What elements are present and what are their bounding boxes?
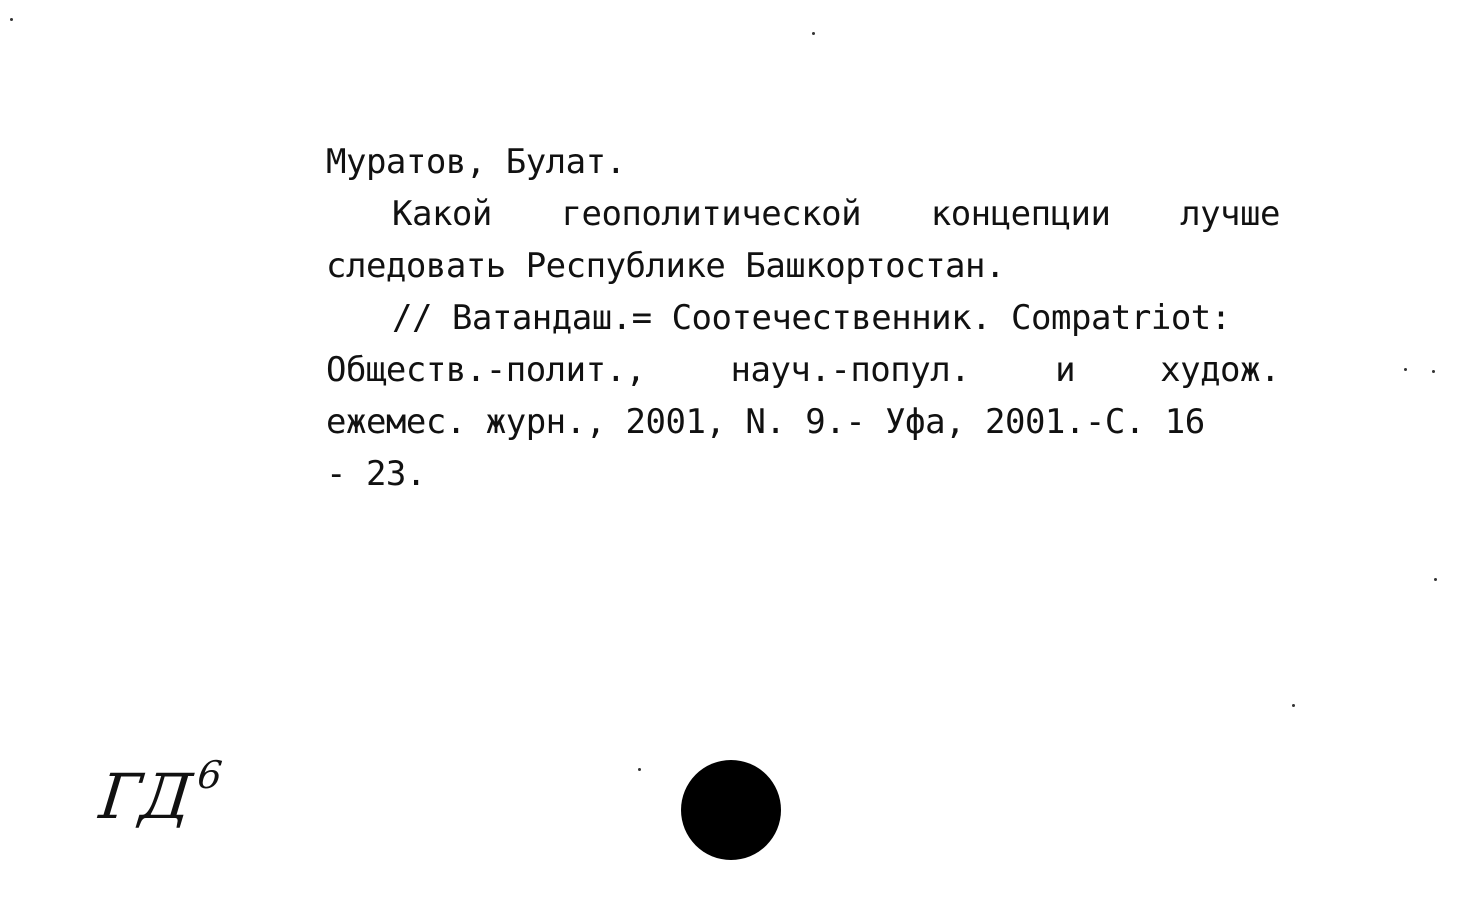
shelf-mark-number: 6 (195, 753, 225, 798)
title-word: геополитической (561, 194, 862, 234)
scan-speck (638, 768, 641, 771)
scan-speck (812, 32, 815, 35)
handwritten-shelf-mark (96, 753, 225, 833)
scan-speck (1404, 368, 1407, 371)
author-heading: Муратов, Булат. (326, 142, 626, 182)
source-word: и (1055, 350, 1076, 390)
scan-speck (10, 18, 13, 21)
scan-speck (1292, 704, 1295, 707)
title-word: концепции (930, 194, 1111, 234)
bibliographic-entry (326, 136, 1280, 500)
source-line-1: // Ватандаш.= Соотечественник. Compatriot: (392, 298, 1231, 338)
source-word: худож. (1160, 350, 1280, 390)
scan-speck (1434, 578, 1437, 581)
title-line-2: следовать Республике Башкортостан. (326, 246, 1005, 286)
hole-punch-mark (681, 760, 781, 860)
source-line-4: - 23. (326, 454, 426, 494)
scan-speck (1432, 370, 1435, 373)
source-line-2 (326, 344, 1280, 396)
shelf-mark-letters: ГД (96, 760, 196, 833)
source-word: науч.-попул. (730, 350, 971, 390)
title-line-1 (326, 188, 1280, 240)
title-word: лучше (1180, 194, 1280, 234)
title-word: Какой (392, 194, 492, 234)
source-word: Обществ.-полит., (326, 350, 646, 390)
source-line-3: ежемес. журн., 2001, N. 9.- Уфа, 2001.-С. 16 (326, 402, 1205, 442)
